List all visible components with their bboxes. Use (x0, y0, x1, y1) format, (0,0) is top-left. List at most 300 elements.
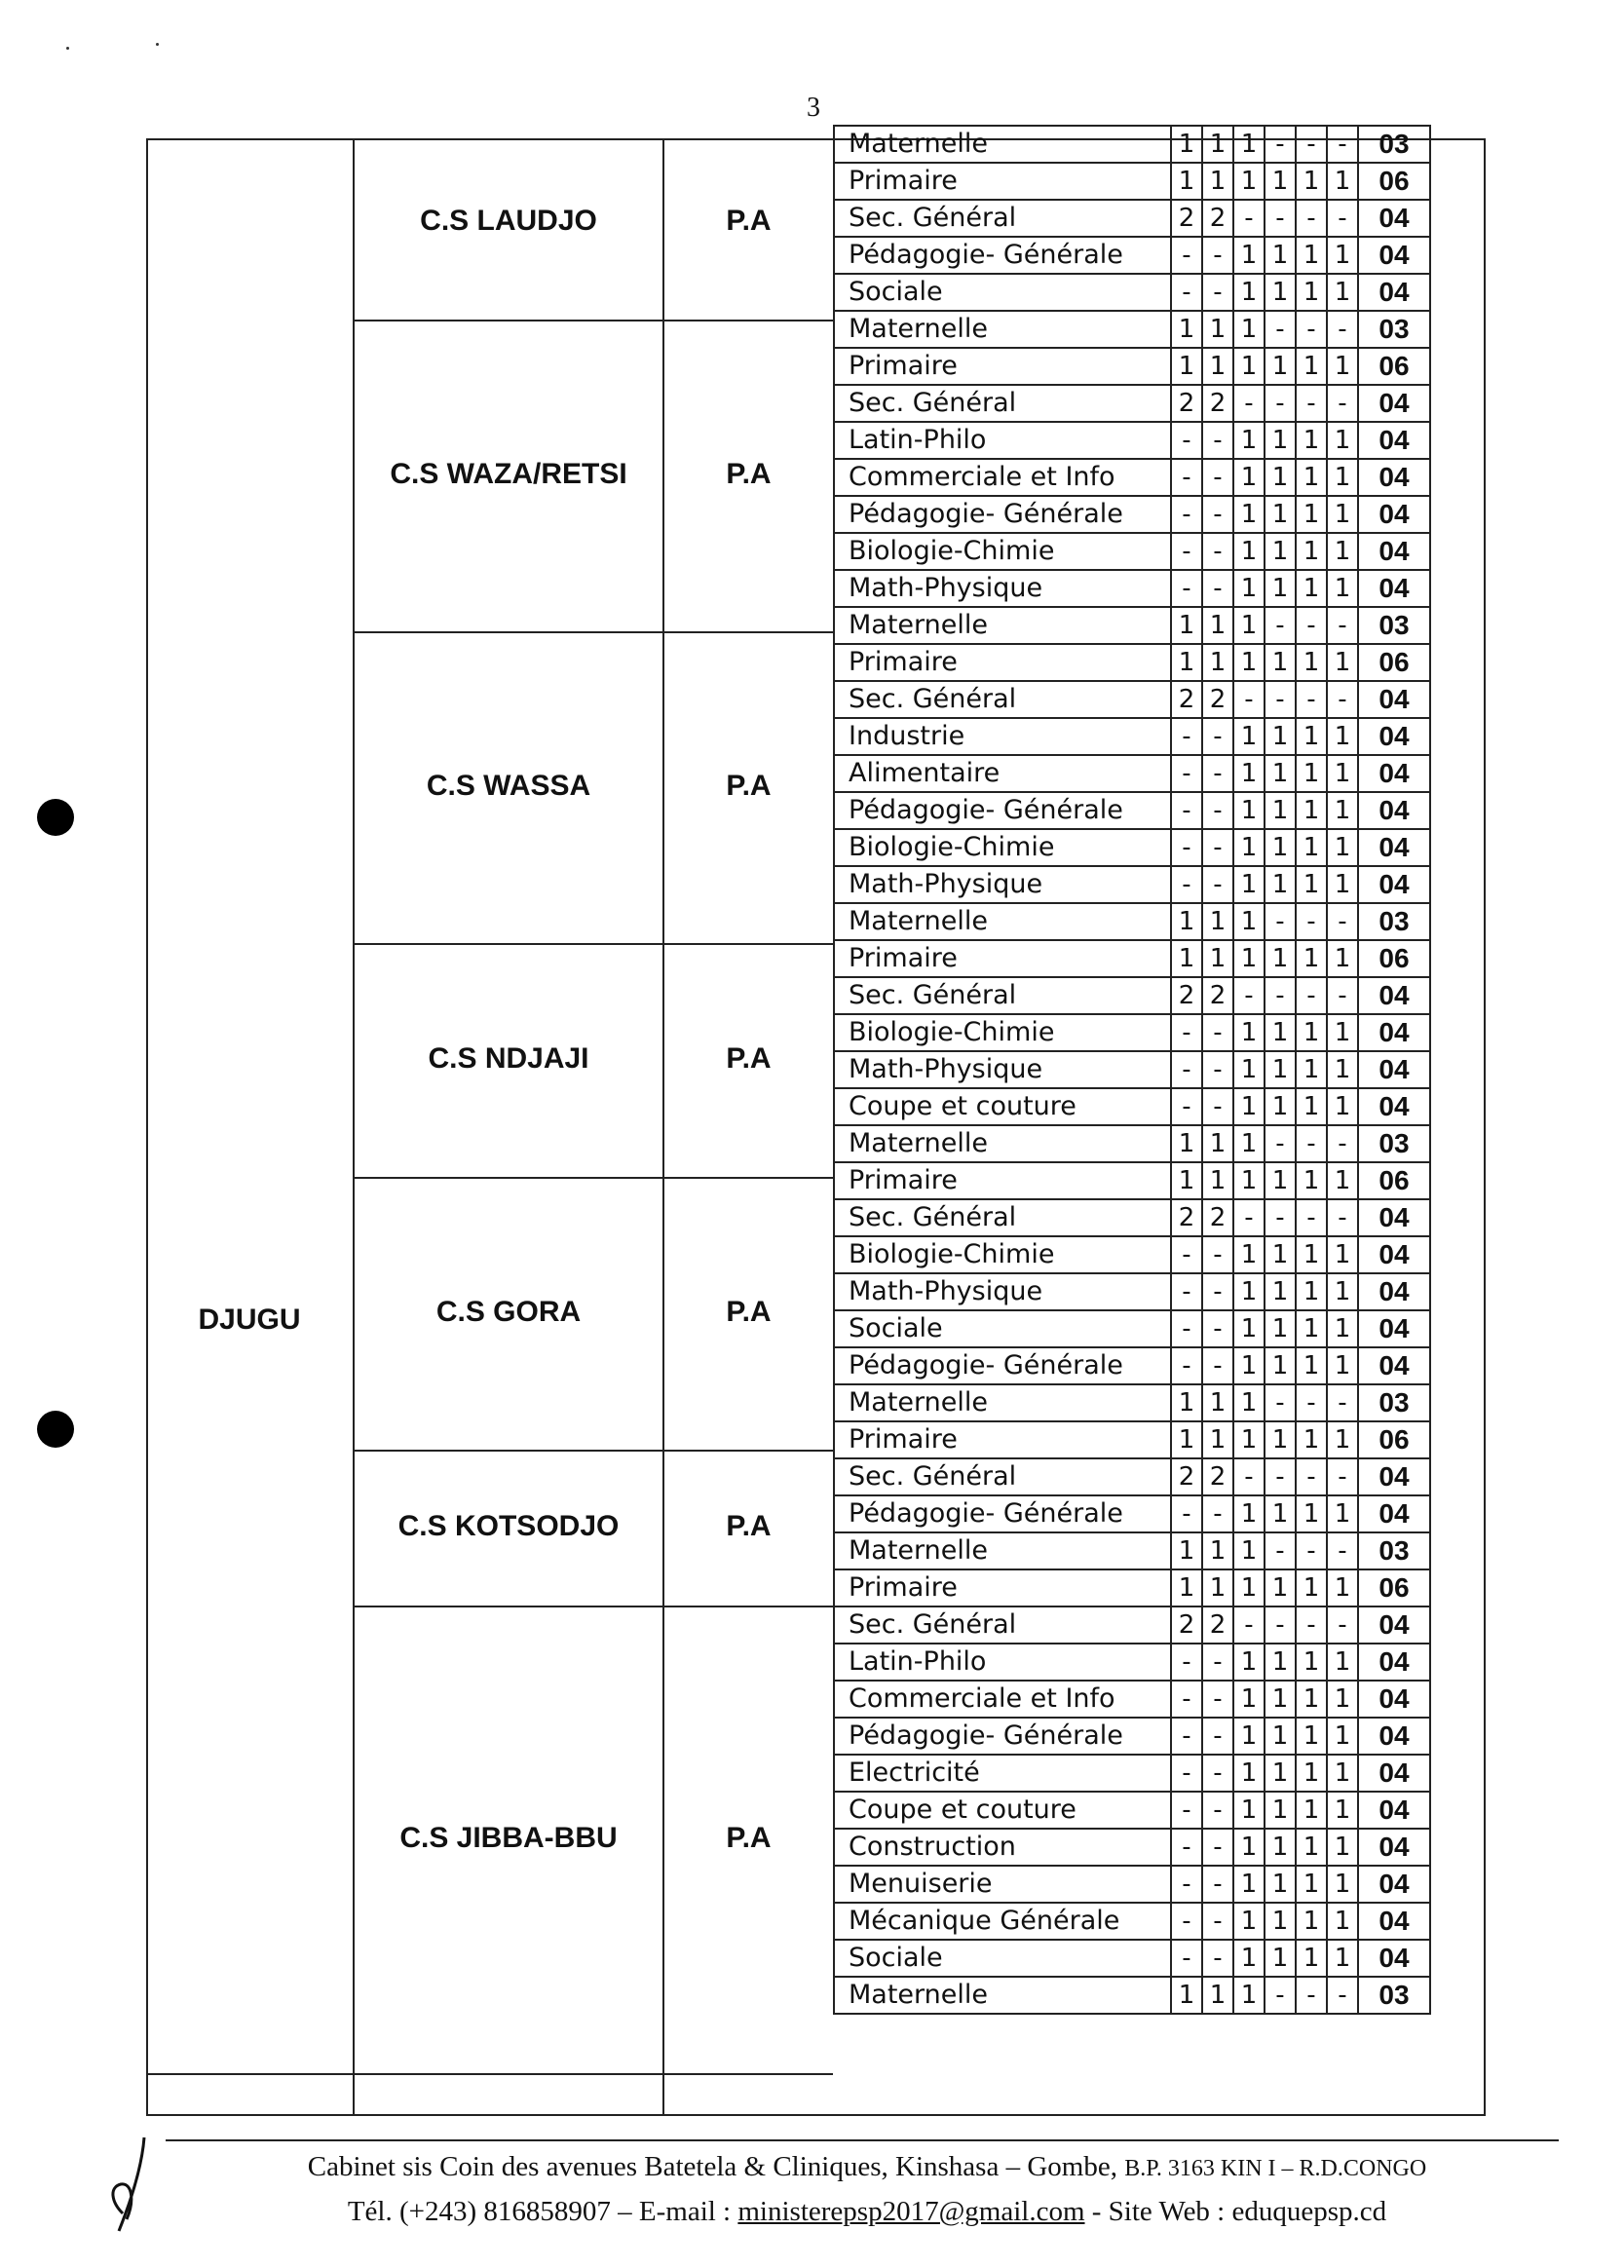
class-count-cell: - (1265, 200, 1296, 237)
class-count-cell: 1 (1265, 1236, 1296, 1273)
class-count-cell: - (1202, 570, 1233, 607)
class-count-cell: 1 (1265, 1792, 1296, 1829)
class-count-cell: 1 (1296, 348, 1327, 385)
class-count-cell: 2 (1171, 977, 1202, 1014)
section-name: Commerciale et Info (834, 1681, 1171, 1718)
class-count-cell: - (1202, 533, 1233, 570)
table-row (834, 681, 1430, 718)
section-name: Alimentaire (834, 755, 1171, 792)
class-count-cell: 1 (1233, 1273, 1265, 1310)
total-cell: 04 (1358, 533, 1430, 570)
table-row (834, 570, 1430, 607)
total-cell: 04 (1358, 570, 1430, 607)
class-count-cell: - (1327, 385, 1358, 422)
school-name: C.S GORA (435, 1296, 582, 1328)
class-count-cell: 1 (1327, 1718, 1358, 1755)
class-count-cell: - (1202, 237, 1233, 274)
class-count-cell: 1 (1265, 1829, 1296, 1866)
table-row (834, 977, 1430, 1014)
class-count-cell: 1 (1296, 1273, 1327, 1310)
class-count-cell: 1 (1327, 496, 1358, 533)
class-count-cell: 1 (1296, 1421, 1327, 1458)
class-count-cell: 1 (1327, 1088, 1358, 1125)
class-count-cell: 1 (1202, 644, 1233, 681)
class-count-cell: 1 (1233, 459, 1265, 496)
class-count-cell: 1 (1265, 1569, 1296, 1606)
class-count-cell: 1 (1296, 644, 1327, 681)
footer-postal: B.P. 3163 KIN I – R.D.CONGO (1124, 2156, 1427, 2181)
class-count-cell: 1 (1171, 1125, 1202, 1162)
school-separator-line (353, 1606, 833, 1607)
class-count-cell: - (1171, 1681, 1202, 1718)
class-count-cell: - (1171, 1014, 1202, 1051)
table-row (834, 200, 1430, 237)
table-row (834, 422, 1430, 459)
class-count-cell: 1 (1265, 237, 1296, 274)
class-count-cell: 1 (1296, 1681, 1327, 1718)
section-name: Pédagogie- Générale (834, 1347, 1171, 1384)
section-name: Biologie-Chimie (834, 533, 1171, 570)
section-name: Coupe et couture (834, 1792, 1171, 1829)
class-count-cell: 1 (1296, 1051, 1327, 1088)
class-count-cell: 1 (1327, 1347, 1358, 1384)
class-count-cell: - (1171, 866, 1202, 903)
class-count-cell: - (1171, 1310, 1202, 1347)
table-row (834, 1421, 1430, 1458)
class-count-cell: - (1171, 1903, 1202, 1940)
class-count-cell: 1 (1296, 866, 1327, 903)
class-count-cell: 1 (1265, 422, 1296, 459)
section-name: Coupe et couture (834, 1088, 1171, 1125)
table-row (834, 1606, 1430, 1644)
section-name: Maternelle (834, 1532, 1171, 1569)
total-cell: 04 (1358, 1051, 1430, 1088)
total-cell: 06 (1358, 1421, 1430, 1458)
class-count-cell: 1 (1265, 1644, 1296, 1681)
class-count-cell: - (1202, 496, 1233, 533)
class-count-cell: 1 (1233, 1495, 1265, 1532)
class-count-cell: - (1265, 1606, 1296, 1644)
class-count-cell: 1 (1265, 644, 1296, 681)
section-name: Maternelle (834, 903, 1171, 940)
table-row (834, 1125, 1430, 1162)
section-name: Biologie-Chimie (834, 1014, 1171, 1051)
class-count-cell: - (1171, 533, 1202, 570)
class-count-cell: 1 (1327, 1051, 1358, 1088)
school-status: P.A (726, 1510, 772, 1542)
class-count-cell: 1 (1233, 1421, 1265, 1458)
class-count-cell: - (1202, 1903, 1233, 1940)
class-count-cell: 1 (1233, 1866, 1265, 1903)
table-row (834, 1014, 1430, 1051)
footer-email-link[interactable]: ministerepsp2017@gmail.com (737, 2196, 1085, 2227)
section-name: Sec. Général (834, 1458, 1171, 1495)
class-count-cell: - (1327, 126, 1358, 163)
class-count-cell: 1 (1202, 940, 1233, 977)
table-row (834, 1866, 1430, 1903)
class-count-cell: 1 (1233, 1940, 1265, 1977)
total-cell: 03 (1358, 1384, 1430, 1421)
class-count-cell: 1 (1233, 1755, 1265, 1792)
class-count-cell: 1 (1233, 126, 1265, 163)
class-count-cell: - (1296, 200, 1327, 237)
total-cell: 04 (1358, 1273, 1430, 1310)
class-count-cell: 1 (1327, 1162, 1358, 1199)
section-name: Sec. Général (834, 200, 1171, 237)
class-count-cell: 1 (1327, 718, 1358, 755)
class-count-cell: - (1171, 274, 1202, 311)
class-count-cell: 1 (1233, 1977, 1265, 2014)
total-cell: 04 (1358, 1681, 1430, 1718)
class-count-cell: 1 (1233, 866, 1265, 903)
class-count-cell: - (1171, 1495, 1202, 1532)
class-count-cell: 1 (1233, 496, 1265, 533)
section-name: Maternelle (834, 607, 1171, 644)
class-count-cell: - (1202, 755, 1233, 792)
table-row (834, 1162, 1430, 1199)
class-count-cell: - (1265, 1384, 1296, 1421)
section-name: Industrie (834, 718, 1171, 755)
class-count-cell: 1 (1233, 1532, 1265, 1569)
class-count-cell: 1 (1327, 533, 1358, 570)
class-count-cell: 1 (1296, 1792, 1327, 1829)
class-count-cell: 1 (1233, 792, 1265, 829)
class-count-cell: 1 (1233, 903, 1265, 940)
class-count-cell: 1 (1171, 348, 1202, 385)
section-name: Biologie-Chimie (834, 829, 1171, 866)
total-cell: 04 (1358, 792, 1430, 829)
section-name: Commerciale et Info (834, 459, 1171, 496)
table-row (834, 163, 1430, 200)
section-name: Sec. Général (834, 977, 1171, 1014)
class-count-cell: 1 (1202, 126, 1233, 163)
class-count-cell: - (1265, 1199, 1296, 1236)
class-count-cell: - (1202, 1681, 1233, 1718)
total-cell: 03 (1358, 126, 1430, 163)
school-separator-line (353, 1177, 833, 1179)
class-count-cell: 1 (1171, 1384, 1202, 1421)
section-name: Mécanique Générale (834, 1903, 1171, 1940)
table-row (834, 496, 1430, 533)
footer-address (175, 2151, 1559, 2183)
table-row (834, 1532, 1430, 1569)
class-count-cell: - (1202, 1088, 1233, 1125)
section-name: Sociale (834, 274, 1171, 311)
section-name: Sec. Général (834, 1199, 1171, 1236)
class-count-cell: - (1171, 718, 1202, 755)
school-name: C.S NDJAJI (428, 1042, 589, 1075)
total-cell: 04 (1358, 977, 1430, 1014)
column-divider (662, 138, 664, 2116)
class-count-cell: - (1171, 1644, 1202, 1681)
class-count-cell: 1 (1265, 940, 1296, 977)
class-count-cell: - (1296, 1384, 1327, 1421)
table-row (834, 1569, 1430, 1606)
school-name: C.S JIBBA-BBU (399, 1822, 618, 1854)
class-count-cell: - (1202, 1755, 1233, 1792)
class-count-cell: 1 (1265, 570, 1296, 607)
class-count-cell: 1 (1233, 607, 1265, 644)
class-count-cell: - (1202, 1940, 1233, 1977)
section-name: Sec. Général (834, 1606, 1171, 1644)
section-name: Primaire (834, 1421, 1171, 1458)
class-count-cell: 1 (1233, 570, 1265, 607)
class-count-cell: 1 (1171, 1532, 1202, 1569)
class-count-cell: 1 (1202, 1384, 1233, 1421)
class-count-cell: 2 (1171, 1458, 1202, 1495)
class-count-cell: - (1296, 1977, 1327, 2014)
class-count-cell: - (1171, 792, 1202, 829)
class-count-cell: - (1327, 311, 1358, 348)
class-count-cell: 1 (1296, 496, 1327, 533)
class-count-cell: - (1327, 607, 1358, 644)
class-count-cell: 1 (1233, 755, 1265, 792)
class-count-cell: - (1296, 903, 1327, 940)
class-count-cell: 1 (1327, 163, 1358, 200)
class-count-cell: 2 (1171, 1606, 1202, 1644)
class-count-cell: 1 (1265, 1310, 1296, 1347)
class-count-cell: - (1171, 1829, 1202, 1866)
table-row (834, 1940, 1430, 1977)
class-count-cell: - (1202, 1273, 1233, 1310)
total-cell: 03 (1358, 1125, 1430, 1162)
class-count-cell: 1 (1171, 163, 1202, 200)
class-count-cell: 1 (1296, 1755, 1327, 1792)
table-row (834, 866, 1430, 903)
total-cell: 04 (1358, 237, 1430, 274)
class-count-cell: 1 (1327, 755, 1358, 792)
class-count-cell: 1 (1171, 1162, 1202, 1199)
school-name: C.S WASSA (426, 770, 591, 802)
class-count-cell: 1 (1171, 311, 1202, 348)
table-row (834, 1236, 1430, 1273)
class-count-cell: 2 (1171, 1199, 1202, 1236)
total-cell: 06 (1358, 644, 1430, 681)
class-count-cell: - (1327, 1125, 1358, 1162)
class-count-cell: 2 (1202, 200, 1233, 237)
table-row (834, 1829, 1430, 1866)
class-count-cell: - (1171, 1718, 1202, 1755)
section-name: Maternelle (834, 1125, 1171, 1162)
section-name: Pédagogie- Générale (834, 237, 1171, 274)
class-count-cell: - (1265, 1532, 1296, 1569)
class-count-cell: - (1233, 1606, 1265, 1644)
class-count-cell: - (1171, 1940, 1202, 1977)
class-count-cell: 1 (1265, 1051, 1296, 1088)
class-count-cell: - (1296, 1532, 1327, 1569)
class-count-cell: - (1202, 422, 1233, 459)
section-name: Primaire (834, 1162, 1171, 1199)
class-count-cell: 1 (1296, 1569, 1327, 1606)
class-count-cell: - (1265, 311, 1296, 348)
class-count-cell: 1 (1265, 1088, 1296, 1125)
class-count-cell: 1 (1327, 829, 1358, 866)
section-name: Construction (834, 1829, 1171, 1866)
scan-speck (66, 47, 69, 50)
class-count-cell: 2 (1171, 385, 1202, 422)
class-count-cell: - (1327, 1532, 1358, 1569)
section-name: Math-Physique (834, 866, 1171, 903)
class-count-cell: 1 (1327, 1829, 1358, 1866)
class-count-cell: - (1202, 459, 1233, 496)
total-cell: 04 (1358, 1495, 1430, 1532)
class-count-cell: 1 (1296, 1162, 1327, 1199)
class-count-cell: - (1171, 1236, 1202, 1273)
total-cell: 04 (1358, 1829, 1430, 1866)
class-count-cell: 1 (1265, 1162, 1296, 1199)
class-count-cell: 2 (1202, 1199, 1233, 1236)
footer-contact (175, 2196, 1559, 2228)
class-count-cell: 1 (1296, 1718, 1327, 1755)
class-count-cell: - (1233, 1199, 1265, 1236)
class-count-cell: 1 (1265, 1755, 1296, 1792)
sections-table (833, 125, 1431, 2015)
section-name: Math-Physique (834, 570, 1171, 607)
binder-hole (37, 799, 74, 836)
class-count-cell: 1 (1265, 1347, 1296, 1384)
section-name: Primaire (834, 940, 1171, 977)
class-count-cell: 1 (1202, 1162, 1233, 1199)
class-count-cell: 1 (1233, 1051, 1265, 1088)
school-name: C.S KOTSODJO (397, 1510, 620, 1542)
class-count-cell: - (1327, 1977, 1358, 2014)
class-count-cell: - (1233, 1458, 1265, 1495)
total-cell: 06 (1358, 163, 1430, 200)
class-count-cell: - (1233, 977, 1265, 1014)
section-name: Primaire (834, 1569, 1171, 1606)
class-count-cell: 1 (1233, 274, 1265, 311)
class-count-cell: 1 (1327, 1940, 1358, 1977)
table-row (834, 533, 1430, 570)
class-count-cell: - (1202, 1236, 1233, 1273)
section-name: Sec. Général (834, 681, 1171, 718)
class-count-cell: - (1171, 1088, 1202, 1125)
class-count-cell: 1 (1296, 1310, 1327, 1347)
section-name: Primaire (834, 348, 1171, 385)
class-count-cell: 1 (1296, 940, 1327, 977)
class-count-cell: 1 (1327, 1755, 1358, 1792)
class-count-cell: 1 (1327, 570, 1358, 607)
class-count-cell: - (1327, 1199, 1358, 1236)
total-cell: 04 (1358, 829, 1430, 866)
section-name: Maternelle (834, 1384, 1171, 1421)
class-count-cell: 1 (1202, 1421, 1233, 1458)
scan-speck (156, 43, 159, 46)
class-count-cell: - (1327, 903, 1358, 940)
table-row (834, 1273, 1430, 1310)
class-count-cell: - (1171, 755, 1202, 792)
class-count-cell: 1 (1296, 570, 1327, 607)
class-count-cell: 1 (1265, 1866, 1296, 1903)
class-count-cell: 1 (1327, 940, 1358, 977)
total-cell: 04 (1358, 1606, 1430, 1644)
class-count-cell: - (1171, 1273, 1202, 1310)
class-count-cell: 1 (1296, 163, 1327, 200)
class-count-cell: 1 (1233, 1384, 1265, 1421)
class-count-cell: - (1265, 1125, 1296, 1162)
total-cell: 04 (1358, 274, 1430, 311)
class-count-cell: 1 (1296, 718, 1327, 755)
class-count-cell: 1 (1265, 755, 1296, 792)
class-count-cell: 1 (1171, 940, 1202, 977)
class-count-cell: 1 (1327, 792, 1358, 829)
class-count-cell: 1 (1265, 1273, 1296, 1310)
class-count-cell: - (1202, 1718, 1233, 1755)
school-status: P.A (726, 770, 772, 802)
total-cell: 04 (1358, 1644, 1430, 1681)
table-row (834, 940, 1430, 977)
class-count-cell: 1 (1296, 274, 1327, 311)
class-count-cell: - (1265, 1458, 1296, 1495)
class-count-cell: - (1327, 1384, 1358, 1421)
class-count-cell: 1 (1265, 1495, 1296, 1532)
section-name: Sociale (834, 1310, 1171, 1347)
class-count-cell: 1 (1265, 533, 1296, 570)
class-count-cell: 2 (1171, 681, 1202, 718)
class-count-cell: 1 (1296, 1236, 1327, 1273)
class-count-cell: 1 (1327, 1866, 1358, 1903)
table-row (834, 385, 1430, 422)
class-count-cell: 1 (1233, 1236, 1265, 1273)
class-count-cell: - (1296, 126, 1327, 163)
class-count-cell: - (1233, 385, 1265, 422)
class-count-cell: - (1296, 385, 1327, 422)
table-row (834, 237, 1430, 274)
section-name: Pédagogie- Générale (834, 1718, 1171, 1755)
class-count-cell: 1 (1233, 1903, 1265, 1940)
table-row (834, 644, 1430, 681)
table-row (834, 1088, 1430, 1125)
class-count-cell: 1 (1296, 1866, 1327, 1903)
class-count-cell: 1 (1233, 1792, 1265, 1829)
class-count-cell: - (1171, 829, 1202, 866)
class-count-cell: 1 (1265, 496, 1296, 533)
class-count-cell: 1 (1296, 1903, 1327, 1940)
class-count-cell: 1 (1327, 1310, 1358, 1347)
class-count-cell: - (1265, 385, 1296, 422)
class-count-cell: 1 (1265, 792, 1296, 829)
class-count-cell: 1 (1233, 1644, 1265, 1681)
class-count-cell: - (1265, 607, 1296, 644)
total-cell: 04 (1358, 1199, 1430, 1236)
class-count-cell: - (1202, 829, 1233, 866)
class-count-cell: - (1327, 1606, 1358, 1644)
class-count-cell: 1 (1296, 237, 1327, 274)
total-cell: 03 (1358, 1977, 1430, 2014)
class-count-cell: 1 (1327, 348, 1358, 385)
school-status: P.A (726, 458, 772, 490)
table-row (834, 274, 1430, 311)
total-cell: 04 (1358, 1903, 1430, 1940)
class-count-cell: 1 (1327, 1792, 1358, 1829)
class-count-cell: - (1171, 1792, 1202, 1829)
class-count-cell: 1 (1202, 903, 1233, 940)
table-row (834, 1903, 1430, 1940)
class-count-cell: - (1171, 1051, 1202, 1088)
class-count-cell: 1 (1202, 1125, 1233, 1162)
total-cell: 04 (1358, 681, 1430, 718)
footer-divider (166, 2139, 1559, 2141)
table-row (834, 829, 1430, 866)
class-count-cell: 1 (1327, 644, 1358, 681)
class-count-cell: 1 (1296, 1829, 1327, 1866)
class-count-cell: 1 (1171, 644, 1202, 681)
total-cell: 04 (1358, 1347, 1430, 1384)
class-count-cell: 1 (1327, 1903, 1358, 1940)
section-name: Maternelle (834, 1977, 1171, 2014)
class-count-cell: 1 (1265, 718, 1296, 755)
territory-label: DJUGU (198, 1304, 301, 1336)
